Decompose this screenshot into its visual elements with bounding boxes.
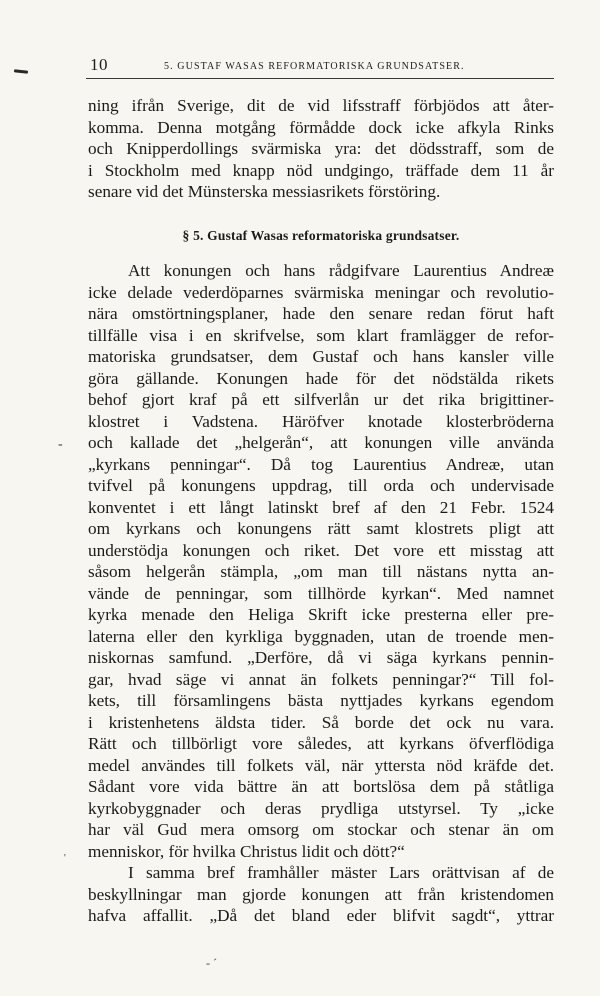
text-line: tvifvel på konungens uppdrag, till orda och undervisade <box>88 476 554 495</box>
page-number: 10 <box>90 55 108 74</box>
text-line: göra gällande. Konungen hade för det nödstälda rikets <box>88 368 554 388</box>
text-line: i Stockholm med knapp nöd undgingo, träffade dem 11 år <box>88 160 554 180</box>
text-line: om kyrkans och konungens rätt samt klostrets pligt att <box>88 519 554 538</box>
text-line: Att konungen och hans rådgifvare Laurentius Andreæ <box>128 261 554 280</box>
text-line: icke delade vederdöparnes svärmiska meningar och revolutio- <box>88 282 554 302</box>
text-line: kets, till församlingens bästa nyttjades kyrkans egendom <box>88 691 554 710</box>
text-line: har väl Gud mera omsorg om stockar och stenar än om <box>88 820 554 839</box>
margin-speck: - <box>58 437 63 452</box>
section-heading: § 5. Gustaf Wasas reformatoriska grundsatser. <box>182 228 460 243</box>
text-line: understödja konungen och riket. Det vore ett misstag att <box>88 540 554 560</box>
text-line: i kristenhetens äldsta tider. Så borde det ock nu vara. <box>88 712 554 732</box>
text-line: såsom helgerån stämpla, „om man till nästans nytta an- <box>88 562 554 581</box>
text-line: matoriska grundsatser, dem Gustaf och hans kansler ville <box>88 347 554 366</box>
running-title: 5. GUSTAF WASAS REFORMATORISKA GRUNDSATSER. <box>164 61 465 72</box>
text-line: och kallade det „helgerån“, att konungen ville använda <box>88 433 554 452</box>
text-line: konventet i ett långt latinskt bref af den 21 Febr. 1524 <box>88 497 554 517</box>
text-line: ning ifrån Sverige, dit de vid lifsstraff förbjödos att åter- <box>88 96 554 115</box>
margin-ink-mark <box>14 69 28 73</box>
text-line: medel användes till folkets väl, när yttersta nöd kräfde det. <box>88 755 554 775</box>
text-line: beskyllningar man gjorde konungen att från kristendomen <box>88 884 554 904</box>
text-line: klostret i Vadstena. Häröfver knotade klosterbröderna <box>88 411 554 431</box>
text-line: menniskor, för hvilka Christus lidit och dött?“ <box>88 841 405 861</box>
text-line: tillfälle visa i en skrifvelse, som klart framlägger de refor- <box>88 325 554 345</box>
text-line: komma. Denna motgång förmådde dock icke afkyla Rinks <box>88 117 554 137</box>
text-line: „kyrkans penningar“. Då tog Laurentius Andreæ, utan <box>88 454 554 474</box>
text-line: Sådant vore vida bättre än att bortslösa dem på ståtliga <box>88 777 554 796</box>
text-line: kyrkobyggnader och deras prydliga utstyrsel. Ty „icke <box>88 798 554 818</box>
text-line: niskornas samfund. „Derföre, då vi säga kyrkans pennin- <box>88 648 554 667</box>
margin-speck: ' <box>64 853 66 864</box>
text-line: vände de penningar, som tillhörde kyrkan“. Med namnet <box>88 583 554 603</box>
text-line: senare vid det Münsterska messiasrikets förstöring. <box>88 182 441 201</box>
text-line: hafva affallit. „Då det bland eder blifvit sagdt“, yttrar <box>88 906 554 925</box>
text-line: laterna eller den kyrkliga byggnaden, utan de troende men- <box>88 626 554 646</box>
text-line: Rätt och tillbörligt vore således, att kyrkans öfverflödiga <box>88 734 554 753</box>
text-line: och Knipperdollings svärmiska yra: det dödsstraff, som de <box>88 139 554 158</box>
text-line: gar, hvad säge vi annat än folkets penningar?“ Till fol- <box>88 669 554 689</box>
text-line: behof gjort kraf på ett silfverlån ur det rika brigittiner- <box>88 390 554 409</box>
running-header <box>90 57 554 75</box>
text-line: kyrka menade den Heliga Skrift icke presterna eller pre- <box>88 605 554 624</box>
text-line: nära omstörtningsplaner, hade den senare redan förut haft <box>88 304 554 323</box>
header-rule <box>86 78 554 79</box>
bottom-speck: - ˊ <box>206 956 217 970</box>
text-line: I samma bref framhåller mäster Lars orättvisan af de <box>128 863 554 882</box>
